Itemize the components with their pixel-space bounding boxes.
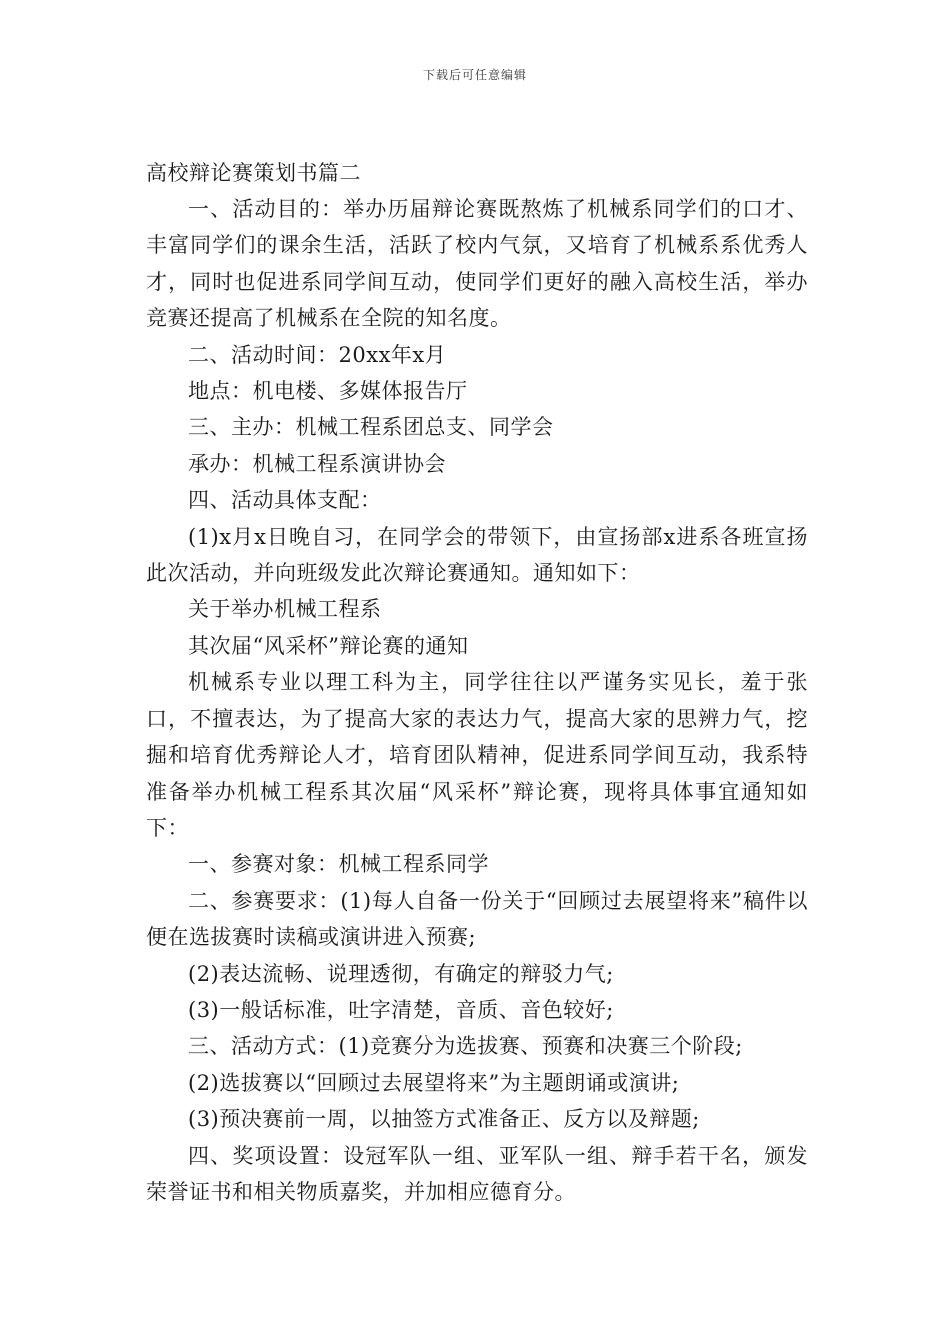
paragraph-arrangement-heading: 四、活动具体支配： [188,488,382,513]
notice-requirement-2: (2)表达流畅、说理透彻，有确定的辩驳力气; [188,961,614,986]
notice-title-line-2: 其次届“风采杯”辩论赛的通知 [188,633,469,658]
notice-format-1: 三、活动方式：(1)竞赛分为选拔赛、预赛和决赛三个阶段; [188,1034,743,1059]
paragraph-location: 地点：机电楼、多媒体报告厅 [188,379,468,404]
notice-intro: 机械系专业以理工科为主，同学往往以严谨务实见长，羞于张口，不擅表达，为了提高大家的表达力气，提高大家的思辨力气，挖掘和培育优秀辩论人才，培育团队精神，促进系同学间互动，我系特准备举办机械工程系其次届“风采杯”辩论赛，现将具体事宜通知如下： [146,670,808,840]
notice-requirement-3: (3)一般话标准，吐字清楚，音质、音色较好; [188,997,614,1022]
notice-participants: 一、参赛对象：机械工程系同学 [188,852,489,877]
notice-format-2: (2)选拔赛以“回顾过去展望将来”为主题朗诵或演讲; [188,1070,680,1095]
paragraph-time: 二、活动时间：20xx年x月 [188,342,447,367]
paragraph-purpose: 一、活动目的：举办历届辩论赛既熬炼了机械系同学们的口才、丰富同学们的课余生活，活跃了校内气氛，又培育了机械系系优秀人才，同时也促进系同学间互动，使同学们更好的融入高校生活，举办竞赛还提高了机械系在全院的知名度。 [146,197,808,331]
paragraph-arrangement-1: (1)x月x日晚自习，在同学会的带领下，由宣扬部x进系各班宣扬此次活动，并向班级发此次辩论赛通知。通知如下： [146,524,808,586]
paragraph-organizer: 三、主办：机械工程系团总支、同学会 [188,415,554,440]
page-header-note: 下载后可任意编辑 [422,68,527,82]
notice-format-3: (3)预决赛前一周，以抽签方式准备正、反方以及辩题; [188,1107,700,1132]
notice-title-line-1: 关于举办机械工程系 [188,597,382,622]
notice-requirement-1: 二、参赛要求：(1)每人自备一份关于“回顾过去展望将来”稿件以便在选拔赛时读稿或演讲进入预赛; [146,888,808,950]
document-body [146,156,808,1210]
notice-awards: 四、奖项设置：设冠军队一组、亚军队一组、辩手若干名，颁发荣誉证书和相关物质嘉奖，并加相应德育分。 [146,1143,808,1204]
document-title: 高校辩论赛策划书篇二 [146,161,361,185]
paragraph-co-organizer: 承办：机械工程系演讲协会 [188,451,446,476]
